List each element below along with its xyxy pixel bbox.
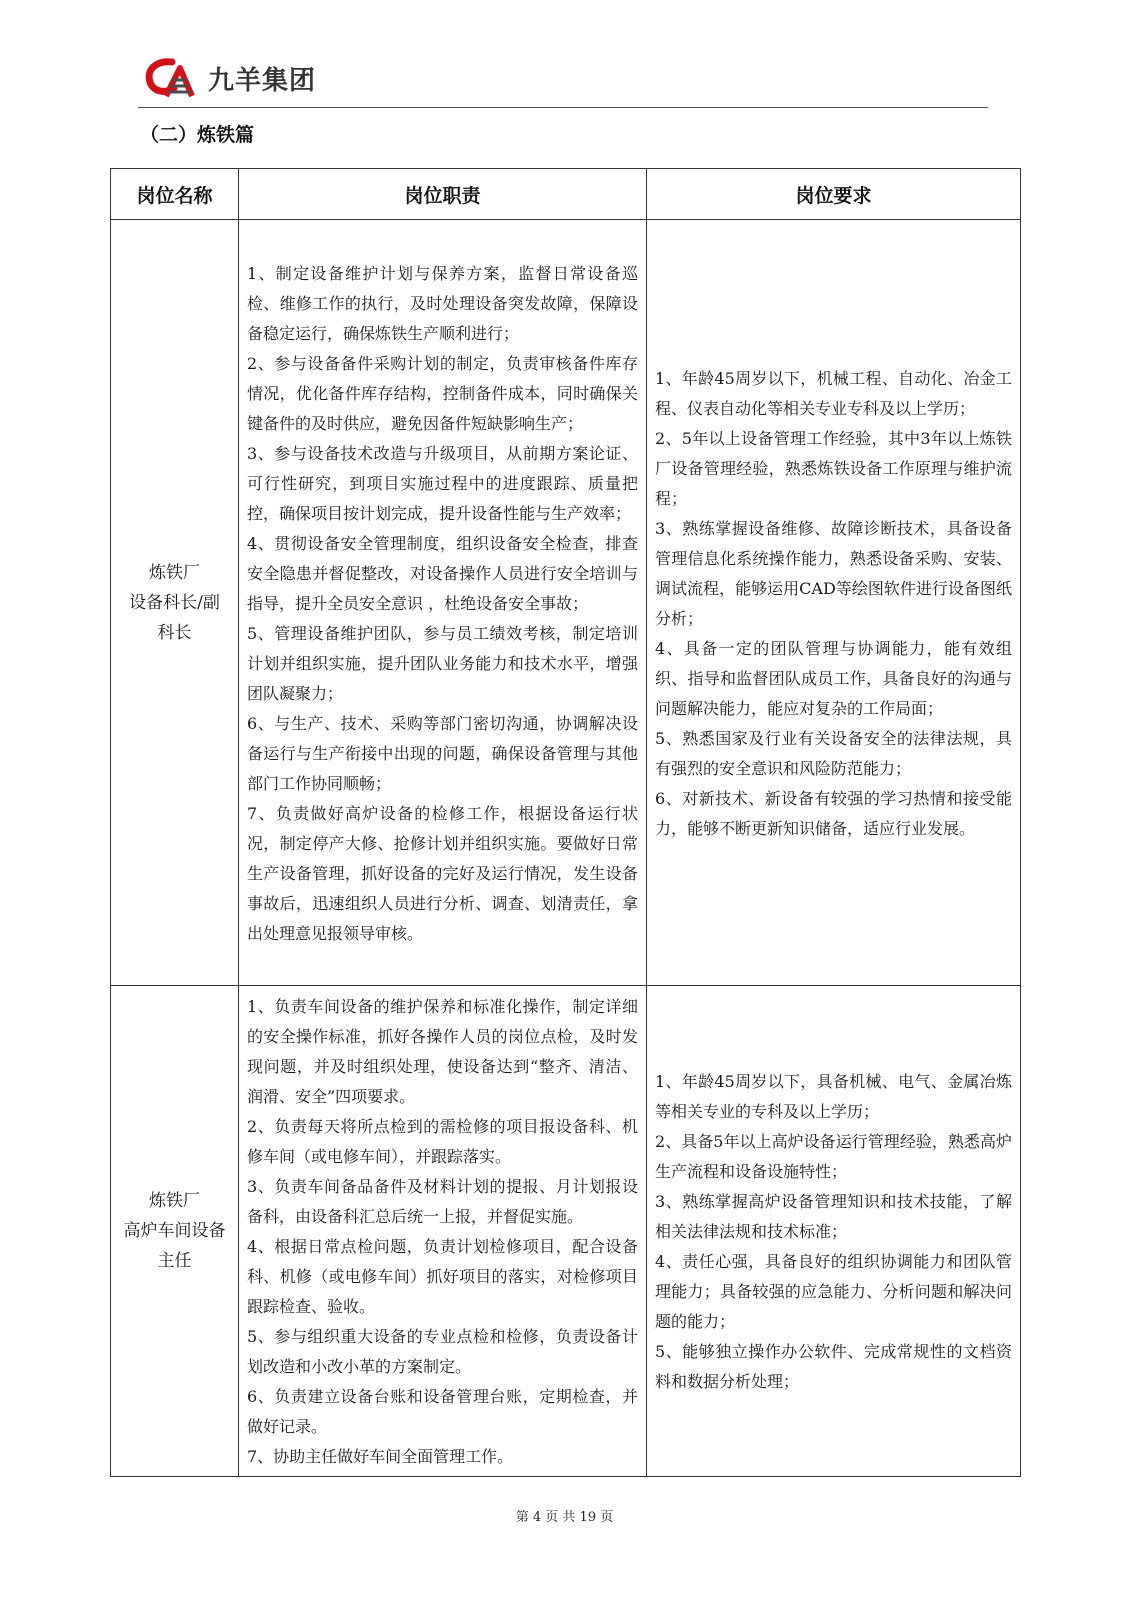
section-title: （二）炼铁篇: [140, 124, 255, 146]
column-header-requirements: 岗位要求: [647, 169, 1021, 220]
table-row: [111, 220, 1021, 986]
duty-item: 5、参与组织重大设备的专业点检和检修，负责设备计划改造和小改小革的方案制定。: [247, 1327, 638, 1376]
job-table: [110, 168, 1021, 1477]
column-header-position: 岗位名称: [111, 169, 239, 220]
duties-cell: [239, 220, 647, 986]
requirement-item: 1、年龄45周岁以下，具备机械、电气、金属冶炼等相关专业的专科及以上学历；: [655, 1072, 1012, 1121]
requirement-item: 2、5年以上设备管理工作经验，其中3年以上炼铁厂设备管理经验，熟悉炼铁设备工作原理与维护流程；: [655, 428, 1012, 508]
requirement-item: 3、熟练掌握高炉设备管理知识和技术技能，了解相关法律法规和技术标准；: [655, 1192, 1012, 1241]
company-logo-icon: [142, 56, 204, 100]
duty-item: 4、贯彻设备安全管理制度，组织设备安全检查，排查安全隐患并督促整改，对设备操作人员进行安全培训与指导，提升全员安全意识 ，杜绝设备安全事故；: [247, 533, 638, 613]
duty-item: 2、参与设备备件采购计划的制定，负责审核备件库存情况，优化备件库存结构，控制备件成本，同时确保关键备件的及时供应，避免因备件短缺影响生产；: [247, 353, 638, 433]
duties-cell: [239, 986, 647, 1477]
duty-item: 1、负责车间设备的维护保养和标准化操作，制定详细的安全操作标准，抓好各操作人员的岗位点检，及时发现问题，并及时组织处理，使设备达到“整齐、清洁、润滑、安全”四项要求。: [247, 997, 638, 1106]
duty-item: 6、负责建立设备台账和设备管理台账，定期检查，并做好记录。: [247, 1387, 638, 1436]
position-name-cell: [111, 986, 239, 1477]
requirement-item: 5、能够独立操作办公软件、完成常规性的文档资料和数据分析处理；: [655, 1342, 1012, 1391]
duty-item: 3、参与设备技术改造与升级项目，从前期方案论证、可行性研究，到项目实施过程中的进度跟踪、质量把控，确保项目按计划完成，提升设备性能与生产效率；: [247, 443, 638, 523]
column-header-duties: 岗位职责: [239, 169, 647, 220]
duty-item: 7、协助主任做好车间全面管理工作。: [247, 1447, 514, 1466]
position-name: 炼铁厂 设备科长/副 科长: [129, 562, 220, 643]
requirements-cell: [647, 220, 1021, 986]
duty-item: 5、管理设备维护团队，参与员工绩效考核，制定培训计划并组织实施，提升团队业务能力和技术水平，增强团队凝聚力；: [247, 623, 638, 703]
requirement-item: 6、对新技术、新设备有较强的学习热情和接受能力，能够不断更新知识储备，适应行业发展。: [655, 788, 1012, 838]
requirement-item: 1、年龄45周岁以下，机械工程、自动化、冶金工程、仪表自动化等相关专业专科及以上学历；: [655, 368, 1012, 418]
requirement-item: 4、具备一定的团队管理与协调能力，能有效组织、指导和监督团队成员工作，具备良好的沟通与问题解决能力，能应对复杂的工作局面；: [655, 638, 1012, 718]
position-name: 炼铁厂 高炉车间设备 主任: [123, 1191, 226, 1271]
requirement-item: 2、具备5年以上高炉设备运行管理经验，熟悉高炉生产流程和设备设施特性；: [655, 1132, 1012, 1181]
requirement-item: 5、熟悉国家及行业有关设备安全的法律法规，具有强烈的安全意识和风险防范能力；: [655, 728, 1012, 778]
duty-item: 4、根据日常点检问题，负责计划检修项目，配合设备科、机修（或电修车间）抓好项目的落实，对检修项目跟踪检查、验收。: [247, 1237, 638, 1316]
requirement-item: 3、熟练掌握设备维修、故障诊断技术，具备设备管理信息化系统操作能力，熟悉设备采购、安装、调试流程，能够运用CAD等绘图软件进行设备图纸分析；: [655, 518, 1012, 628]
table-header-row: [111, 169, 1021, 220]
brand-name: 九羊集团: [208, 66, 317, 96]
page-number: 第 4 页 共 19 页: [515, 1510, 614, 1525]
requirements-cell: [647, 986, 1021, 1477]
header-divider: [138, 107, 988, 108]
requirement-item: 4、责任心强，具备良好的组织协调能力和团队管理能力；具备较强的应急能力、分析问题和解决问题的能力；: [655, 1252, 1012, 1331]
table-row: [111, 986, 1021, 1477]
duty-item: 7、负责做好高炉设备的检修工作，根据设备运行状况，制定停产大修、抢修计划并组织实施。要做好日常生产设备管理，抓好设备的完好及运行情况，发生设备事故后，迅速组织人员进行分析、调查、划清责任，拿出处理意见报领导审核。: [247, 803, 638, 943]
duty-item: 3、负责车间备品备件及材料计划的提报、月计划报设备科，由设备科汇总后统一上报，并督促实施。: [247, 1177, 638, 1226]
page-header: [138, 52, 988, 102]
duty-item: 6、与生产、技术、采购等部门密切沟通，协调解决设备运行与生产衔接中出现的问题，确保设备管理与其他部门工作协同顺畅；: [247, 713, 638, 793]
duty-item: 2、负责每天将所点检到的需检修的项目报设备科、机修车间（或电修车间），并跟踪落实。: [247, 1117, 638, 1166]
position-name-cell: [111, 220, 239, 986]
duty-item: 1、制定设备维护计划与保养方案，监督日常设备巡检、维修工作的执行，及时处理设备突发故障，保障设备稳定运行，确保炼铁生产顺利进行；: [247, 263, 638, 343]
